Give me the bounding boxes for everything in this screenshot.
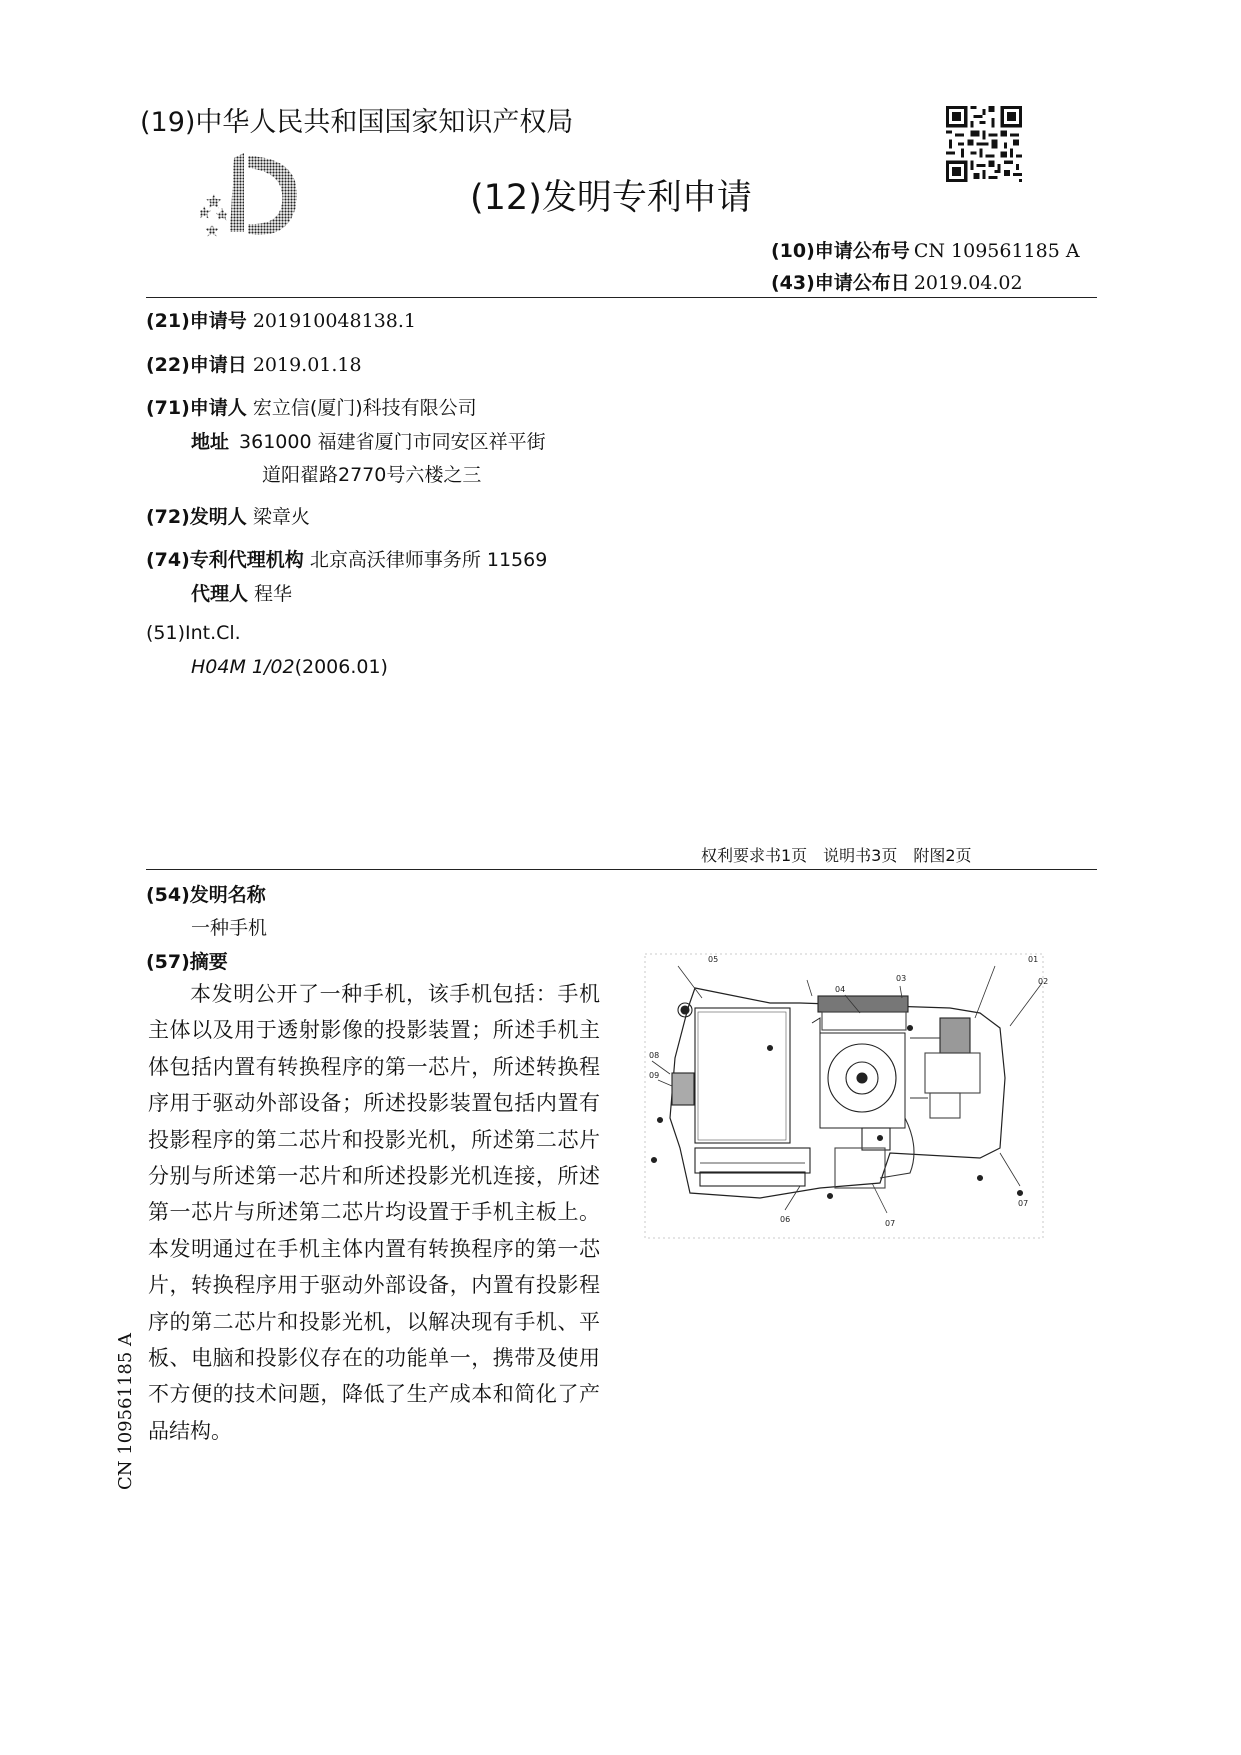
- agency-label: (74)专利代理机构: [146, 549, 304, 571]
- applicant: [146, 393, 477, 420]
- fig-label-09: 09: [649, 1071, 660, 1080]
- address-label: 地址: [191, 431, 230, 453]
- section-divider: [146, 869, 1097, 870]
- agency-value: 北京高沃律师事务所 11569: [309, 549, 548, 571]
- fig-label-04: 04: [835, 985, 846, 994]
- header-divider: [146, 297, 1097, 298]
- fig-label-07a: 07: [1018, 1199, 1029, 1208]
- application-date: [146, 350, 362, 377]
- pub-date-value: 2019.04.02: [913, 272, 1023, 294]
- publication-number: [771, 236, 1080, 263]
- int-cl-code: H04M 1/02: [191, 656, 295, 678]
- document-type-title: (12)发明专利申请: [470, 178, 752, 218]
- application-number: [146, 306, 416, 333]
- pub-date-label: (43)申请公布日: [771, 272, 910, 294]
- agent-value: 程华: [254, 583, 293, 605]
- abstract-figure: [640, 948, 1050, 1243]
- app-date-value: 2019.01.18: [252, 354, 362, 376]
- fig-label-08: 08: [649, 1051, 660, 1060]
- int-cl-classification: [191, 656, 388, 678]
- page-counts: 权利要求书1页 说明书3页 附图2页: [701, 846, 972, 865]
- fig-label-07b: 07: [885, 1219, 896, 1228]
- applicant-label: (71)申请人: [146, 397, 247, 419]
- address-line2: 道阳翟路2770号六楼之三: [262, 464, 482, 486]
- int-cl-version: (2006.01): [294, 656, 388, 678]
- pub-number-value: CN 109561185 A: [913, 240, 1080, 262]
- fig-label-01: 01: [1028, 955, 1039, 964]
- side-document-number: CN 109561185 A: [115, 1332, 136, 1490]
- office-line: (19)中华人民共和国国家知识产权局: [140, 107, 574, 138]
- invention-title-label: [146, 880, 266, 907]
- qr-code-icon: [946, 106, 1022, 182]
- address-line1: 361000 福建省厦门市同安区祥平街: [239, 431, 546, 453]
- app-date-label: (22)申请日: [146, 354, 247, 376]
- fig-label-02: 02: [1038, 977, 1049, 986]
- fig-label-06: 06: [780, 1215, 791, 1224]
- abstract-label-text: (57)摘要: [146, 951, 228, 973]
- title-label-text: (54)发明名称: [146, 884, 266, 906]
- address: [191, 427, 546, 454]
- cnipa-logo-icon: [200, 150, 320, 260]
- inventor-label: (72)发明人: [146, 506, 247, 528]
- fig-label-05: 05: [708, 955, 719, 964]
- patent-agent: [191, 579, 292, 606]
- app-no-label: (21)申请号: [146, 310, 247, 332]
- publication-date: [771, 268, 1023, 295]
- agent-label: 代理人: [191, 583, 249, 605]
- invention-title: 一种手机: [191, 917, 268, 939]
- inventor-value: 梁章火: [252, 506, 310, 528]
- app-no-value: 201910048138.1: [252, 310, 417, 332]
- fig-label-03: 03: [896, 974, 907, 983]
- applicant-value: 宏立信(厦门)科技有限公司: [252, 397, 477, 419]
- patent-agency: [146, 545, 547, 572]
- abstract-text: 本发明公开了一种手机，该手机包括：手机主体以及用于透射影像的投影装置；所述手机主体包括内置有转换程序的第一芯片，所述转换程序用于驱动外部设备；所述投影装置包括内置有投影程序的第二芯片和投影光机，所述第二芯片分别与所述第一芯片和所述投影光机连接，所述第一芯片与所述第二芯片均设置于手机主板上。本发明通过在手机主体内置有转换程序的第一芯片，转换程序用于驱动外部设备，内置有投影程序的第二芯片和投影光机，以解决现有手机、平板、电脑和投影仪存在的功能单一，携带及使用不方便的技术问题，降低了生产成本和简化了产品结构。: [148, 982, 600, 1443]
- inventor: [146, 502, 310, 529]
- int-cl-label: (51)Int.Cl.: [146, 622, 241, 644]
- abstract-body: [148, 976, 600, 1449]
- abstract-label: [146, 947, 228, 974]
- pub-number-label: (10)申请公布号: [771, 240, 910, 262]
